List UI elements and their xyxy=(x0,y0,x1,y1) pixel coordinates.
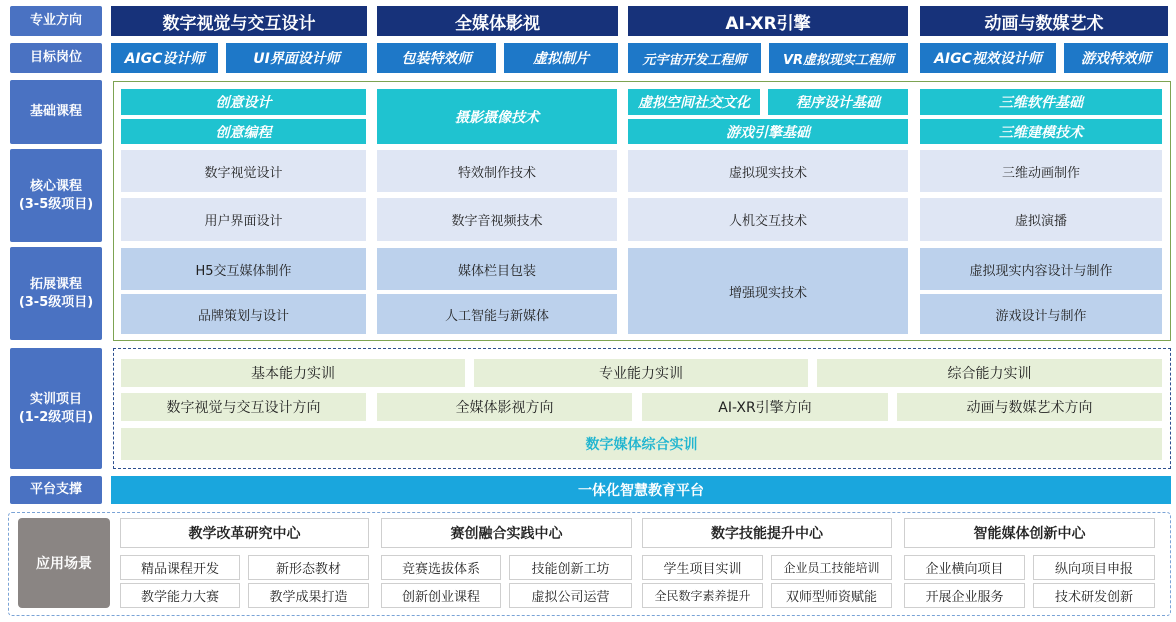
ext-course: 虚拟现实内容设计与制作 xyxy=(920,248,1162,290)
scene-item: 开展企业服务 xyxy=(904,583,1025,608)
scene-item: 纵向项目申报 xyxy=(1033,555,1155,580)
row-label-platform xyxy=(10,476,102,504)
ext-course: 品牌策划与设计 xyxy=(121,294,366,334)
training-direction: 全媒体影视方向 xyxy=(377,393,632,421)
row-label-text: 基础课程 xyxy=(29,104,82,119)
major-header: 动画与数媒艺术 xyxy=(920,6,1168,36)
core-course: 三维动画制作 xyxy=(920,150,1162,192)
training-level: 专业能力实训 xyxy=(474,359,808,387)
job-tag: VR虚拟现实工程师 xyxy=(769,43,908,73)
row-label-text: 拓展课程 xyxy=(29,276,82,292)
row-label-text: 核心课程 xyxy=(29,178,82,194)
scene-item: 竞赛选拔体系 xyxy=(381,555,501,580)
ext-course: 媒体栏目包装 xyxy=(377,248,617,290)
scene-center: 教学改革研究中心 xyxy=(120,518,369,548)
row-label-core xyxy=(10,149,102,242)
job-tag: AIGC视效设计师 xyxy=(920,43,1056,73)
training-direction: 动画与数媒艺术方向 xyxy=(897,393,1162,421)
core-course: 数字音视频技术 xyxy=(377,198,617,241)
basic-course: 创意编程 xyxy=(121,119,366,144)
scene-item: 创新创业课程 xyxy=(381,583,501,608)
row-label-text: 实训项目 xyxy=(29,391,82,407)
row-label-text: 目标岗位 xyxy=(29,50,82,65)
scene-center: 智能媒体创新中心 xyxy=(904,518,1155,548)
basic-course: 摄影摄像技术 xyxy=(377,89,617,144)
major-header: 数字视觉与交互设计 xyxy=(111,6,367,36)
major-header: AI-XR引擎 xyxy=(628,6,908,36)
job-tag: UI界面设计师 xyxy=(226,43,367,73)
training-direction: AI-XR引擎方向 xyxy=(642,393,888,421)
scene-item: 学生项目实训 xyxy=(642,555,763,580)
training-level: 综合能力实训 xyxy=(817,359,1162,387)
basic-course: 程序设计基础 xyxy=(768,89,908,115)
job-tag: AIGC设计师 xyxy=(111,43,218,73)
basic-course: 三维建模技术 xyxy=(920,119,1162,144)
basic-course: 虚拟空间社交文化 xyxy=(628,89,760,115)
major-header: 全媒体影视 xyxy=(377,6,618,36)
basic-course: 游戏引擎基础 xyxy=(628,119,908,144)
job-tag: 虚拟制片 xyxy=(504,43,618,73)
scene-item: 技术研发创新 xyxy=(1033,583,1155,608)
row-label-ext xyxy=(10,247,102,340)
scene-item: 技能创新工坊 xyxy=(509,555,632,580)
ext-course: 游戏设计与制作 xyxy=(920,294,1162,334)
scene-item: 虚拟公司运营 xyxy=(509,583,632,608)
training-direction: 数字视觉与交互设计方向 xyxy=(121,393,366,421)
core-course: 人机交互技术 xyxy=(628,198,908,241)
core-course: 虚拟演播 xyxy=(920,198,1162,241)
basic-course: 创意设计 xyxy=(121,89,366,115)
training-comprehensive: 数字媒体综合实训 xyxy=(121,428,1162,460)
row-label-basic xyxy=(10,80,102,144)
scene-center: 赛创融合实践中心 xyxy=(381,518,632,548)
platform-bar: 一体化智慧教育平台 xyxy=(111,476,1171,504)
row-label-text: 专业方向 xyxy=(29,13,82,28)
row-label-scenes: 应用场景 xyxy=(18,518,110,608)
core-course: 特效制作技术 xyxy=(377,150,617,192)
training-level: 基本能力实训 xyxy=(121,359,465,387)
scene-item: 企业员工技能培训 xyxy=(771,555,892,580)
ext-course: 增强现实技术 xyxy=(628,248,908,334)
scene-item: 全民数字素养提升 xyxy=(642,583,763,608)
core-course: 用户界面设计 xyxy=(121,198,366,241)
ext-course: 人工智能与新媒体 xyxy=(377,294,617,334)
scene-item: 教学成果打造 xyxy=(248,583,369,608)
job-tag: 包装特效师 xyxy=(377,43,496,73)
row-label-major xyxy=(10,6,102,36)
row-label-training xyxy=(10,348,102,469)
basic-course: 三维软件基础 xyxy=(920,89,1162,115)
scene-item: 教学能力大赛 xyxy=(120,583,240,608)
scene-center: 数字技能提升中心 xyxy=(642,518,892,548)
scene-item: 企业横向项目 xyxy=(904,555,1025,580)
scene-item: 新形态教材 xyxy=(248,555,369,580)
row-label-subtext: (1-2级项目) xyxy=(18,409,94,425)
scene-item: 精品课程开发 xyxy=(120,555,240,580)
row-label-text: 平台支撑 xyxy=(29,482,82,497)
job-tag: 游戏特效师 xyxy=(1064,43,1168,73)
row-label-jobs xyxy=(10,43,102,73)
job-tag: 元宇宙开发工程师 xyxy=(628,43,761,73)
row-label-subtext: (3-5级项目) xyxy=(18,196,94,212)
row-label-subtext: (3-5级项目) xyxy=(18,294,94,310)
core-course: 虚拟现实技术 xyxy=(628,150,908,192)
core-course: 数字视觉设计 xyxy=(121,150,366,192)
ext-course: H5交互媒体制作 xyxy=(121,248,366,290)
scene-item: 双师型师资赋能 xyxy=(771,583,892,608)
